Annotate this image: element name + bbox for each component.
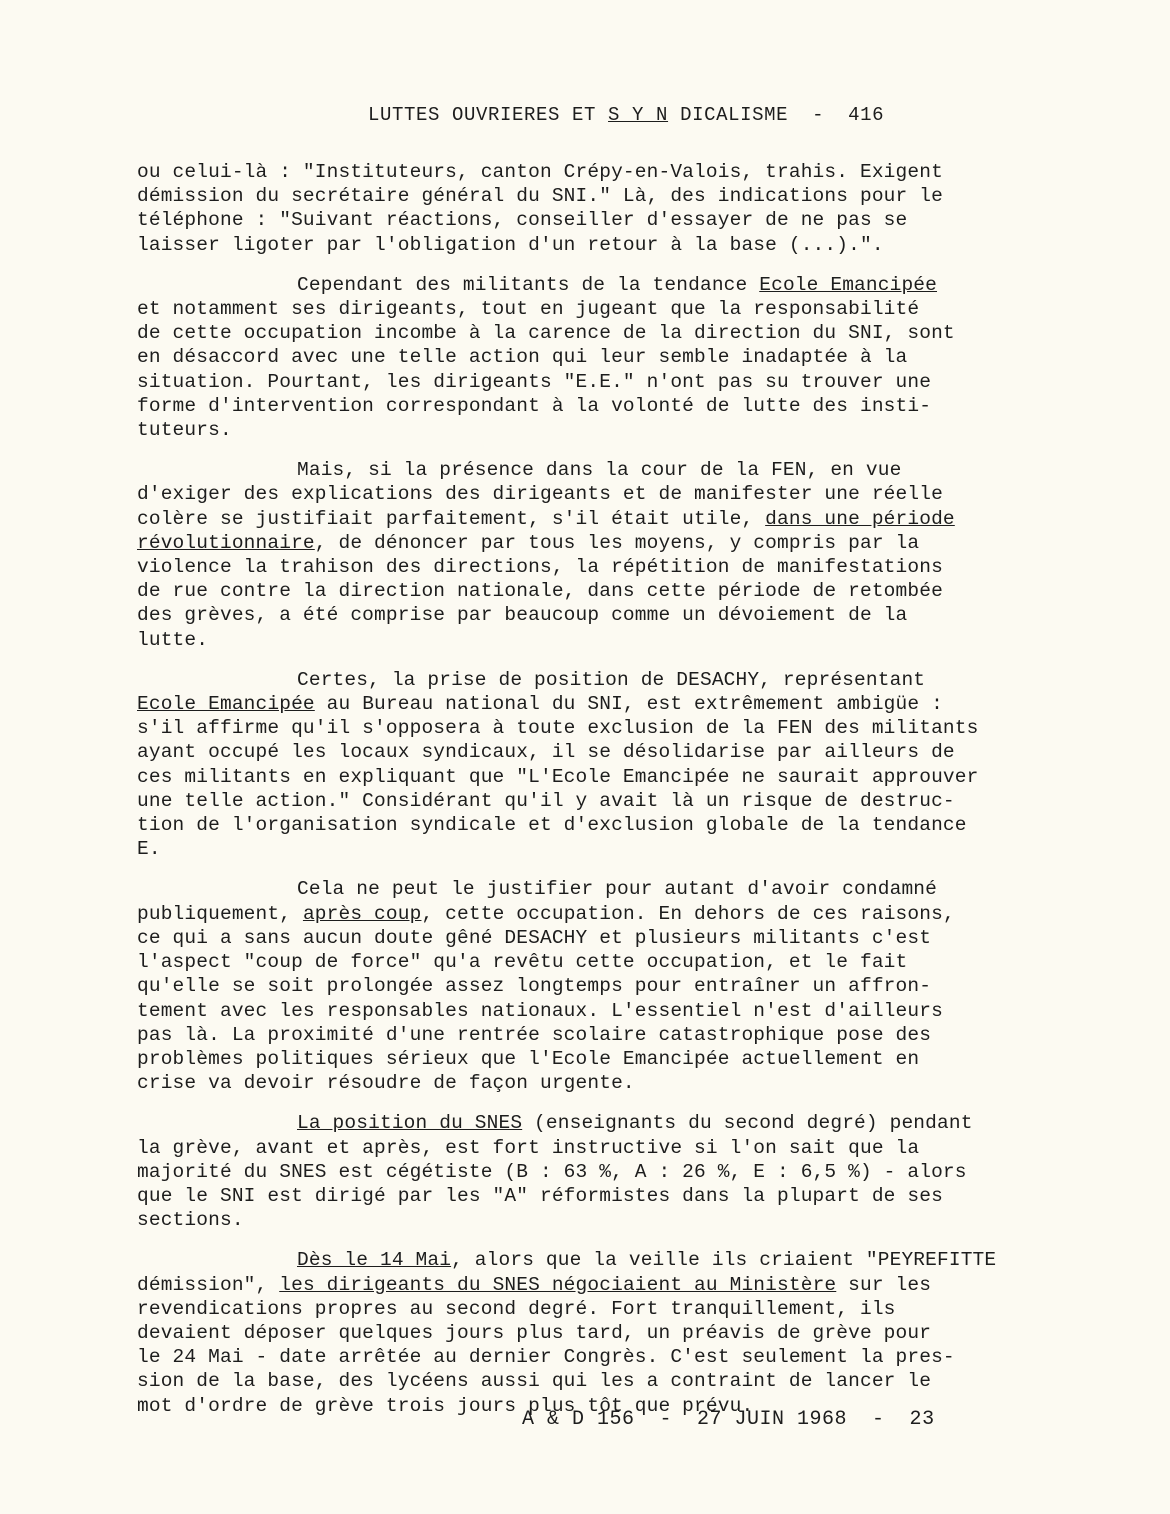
text-line	[137, 837, 1037, 861]
text-segment: revendications propres au second degré. Fort tranquillement, ils	[137, 1297, 896, 1320]
text-segment: s'il affirme qu'il s'opposera à toute exclusion de la FEN des militants	[137, 717, 979, 740]
text-line	[137, 1047, 1037, 1071]
underlined-text: Ecole Emancipée	[759, 273, 938, 296]
text-line	[137, 297, 1037, 321]
text-segment: tion de l'organisation syndicale et d'exclusion globale de la tendance	[137, 814, 967, 837]
underlined-text: Ecole Emancipée	[137, 693, 315, 716]
paragraph	[137, 877, 1037, 1095]
text-segment: ou celui-là : "Instituteurs, canton Crépy-en-Valois, trahis. Exigent	[137, 161, 943, 183]
text-segment: lutte.	[137, 628, 209, 651]
text-line	[137, 668, 1037, 692]
underlined-text: après coup	[302, 902, 422, 925]
text-segment: au Bureau national du SNI, est extrêmement ambigüe :	[314, 693, 943, 716]
text-segment: violence la trahison des directions, la répétition de manifestations	[137, 556, 943, 579]
text-line	[137, 579, 1037, 603]
underlined-text: les dirigeants du SNES négociaient au Ministère	[279, 1273, 837, 1296]
text-segment: ces militants en expliquant que "L'Ecole Emancipée ne saurait approuver	[137, 765, 979, 788]
text-segment: et notamment ses dirigeants, tout en jugeant que la responsabilité	[137, 298, 920, 321]
text-line	[137, 1071, 1037, 1095]
text-line	[137, 160, 1037, 184]
text-line	[137, 370, 1037, 394]
page-footer: A & D 156 - 27 JUIN 1968 - 23	[522, 1408, 935, 1431]
paragraph	[137, 273, 1037, 442]
text-line	[137, 208, 1037, 232]
text-line	[137, 692, 1037, 716]
text-line	[137, 950, 1037, 974]
text-segment: Cependant des militants de la tendance	[297, 273, 760, 296]
text-segment: de rue contre la direction nationale, dans cette période de retombée	[137, 580, 943, 603]
text-line	[137, 555, 1037, 579]
text-segment: tement avec les responsables nationaux. L'essentiel n'est d'ailleurs	[137, 999, 943, 1022]
text-line	[137, 628, 1037, 652]
text-line	[137, 740, 1037, 764]
text-line	[137, 345, 1037, 369]
text-segment: ce qui a sans aucun doute gêné DESACHY et plusieurs militants c'est	[137, 926, 932, 949]
underlined-text: La position du SNES	[297, 1112, 523, 1135]
text-segment: forme d'intervention correspondant à la volonté de lutte des insti-	[137, 394, 932, 417]
paragraph	[137, 668, 1037, 862]
header-title-syn: S Y N	[608, 104, 669, 126]
text-segment: Certes, la prise de position de DESACHY, représentant	[297, 668, 926, 691]
text-segment: la grève, avant et après, est fort instructive si l'on sait que la	[137, 1136, 920, 1159]
text-line	[137, 1321, 1037, 1345]
text-line	[137, 1023, 1037, 1047]
text-segment: démission",	[137, 1273, 280, 1296]
text-segment: sur les	[836, 1273, 932, 1296]
header-title-part1: LUTTES OUVRIERES ET	[368, 104, 609, 126]
text-segment: situation. Pourtant, les dirigeants "E.E." n'ont pas su trouver une	[137, 370, 932, 393]
paragraph	[137, 160, 1037, 257]
text-line	[137, 1345, 1037, 1369]
text-segment: tuteurs.	[137, 419, 232, 442]
text-segment: sections.	[137, 1209, 244, 1232]
text-segment: , de dénoncer par tous les moyens, y compris par la	[314, 531, 920, 554]
text-line	[137, 458, 1037, 482]
text-segment: sion de la base, des lycéens aussi qui les a contraint de lancer le	[137, 1370, 932, 1393]
header-title-part2: DICALISME - 416	[668, 104, 885, 126]
text-line	[137, 233, 1037, 257]
text-segment: problèmes politiques sérieux que l'Ecole Emancipée actuellement en	[137, 1047, 920, 1070]
text-segment: ayant occupé les locaux syndicaux, il se désolidarise par ailleurs de	[137, 741, 955, 764]
text-line	[137, 1160, 1037, 1184]
text-line	[137, 321, 1037, 345]
text-line	[137, 273, 1037, 297]
text-segment: une telle action." Considérant qu'il y avait là un risque de destruc-	[137, 789, 955, 812]
text-line	[137, 531, 1037, 555]
text-line	[137, 1297, 1037, 1321]
text-segment: Cela ne peut le justifier pour autant d'avoir condamné	[297, 878, 938, 901]
text-line	[137, 184, 1037, 208]
text-line	[137, 1369, 1037, 1393]
text-segment: , alors que la veille ils criaient "PEYREFITTE	[451, 1249, 997, 1272]
text-segment: (enseignants du second degré) pendant	[522, 1112, 973, 1135]
text-segment: téléphone : "Suivant réactions, conseiller d'essayer de ne pas se	[137, 209, 908, 232]
text-segment: majorité du SNES est cégétiste (B : 63 %, A : 26 %, E : 6,5 %) - alors	[137, 1160, 967, 1183]
text-line	[137, 902, 1037, 926]
text-segment: de cette occupation incombe à la carence de la direction du SNI, sont	[137, 322, 955, 345]
text-line	[137, 999, 1037, 1023]
text-line	[137, 1111, 1037, 1135]
underlined-text: Dès le 14 Mai	[297, 1249, 452, 1272]
text-line	[137, 507, 1037, 531]
text-segment: laisser ligoter par l'obligation d'un retour à la base (...).".	[137, 233, 884, 256]
text-line	[137, 926, 1037, 950]
text-segment: crise va devoir résoudre de façon urgente.	[137, 1072, 635, 1095]
text-segment: d'exiger des explications des dirigeants et de manifester une réelle	[137, 483, 943, 506]
document-body	[137, 160, 1037, 1434]
text-segment: publiquement,	[137, 902, 303, 925]
underlined-text: révolutionnaire	[137, 531, 315, 554]
text-line	[137, 1273, 1037, 1297]
text-line	[137, 877, 1037, 901]
paragraph	[137, 1248, 1037, 1417]
text-segment: l'aspect "coup de force" qu'a revêtu cette occupation, et le fait	[137, 951, 908, 974]
text-line	[137, 482, 1037, 506]
text-segment: colère se justifiait parfaitement, s'il était utile,	[137, 507, 766, 530]
text-segment: que le SNI est dirigé par les "A" réformistes dans la plupart de ses	[137, 1184, 943, 1207]
paragraph	[137, 458, 1037, 652]
text-segment: le 24 Mai - date arrêtée au dernier Congrès. C'est seulement la pres-	[137, 1346, 955, 1369]
text-line	[137, 1248, 1037, 1272]
underlined-text: dans une période	[765, 507, 955, 530]
text-line	[137, 1136, 1037, 1160]
text-segment: mot d'ordre de grève trois jours plus tôt que prévu.	[137, 1394, 754, 1417]
text-line	[137, 789, 1037, 813]
text-segment: pas là. La proximité d'une rentrée scolaire catastrophique pose des	[137, 1023, 932, 1046]
text-line	[137, 418, 1037, 442]
text-segment: , cette occupation. En dehors de ces raisons,	[421, 902, 955, 925]
text-line	[137, 765, 1037, 789]
text-line	[137, 974, 1037, 998]
page-header	[368, 104, 884, 126]
text-segment: devaient déposer quelques jours plus tard, un préavis de grève pour	[137, 1321, 932, 1344]
paragraph	[137, 1111, 1037, 1232]
text-segment: Mais, si la présence dans la cour de la FEN, en vue	[297, 459, 902, 482]
text-segment: démission du secrétaire général du SNI." Là, des indications pour le	[137, 185, 943, 208]
text-line	[137, 394, 1037, 418]
text-segment: E.	[137, 838, 161, 861]
text-line	[137, 716, 1037, 740]
text-segment: des grèves, a été comprise par beaucoup comme un dévoiement de la	[137, 604, 908, 627]
text-segment: qu'elle se soit prolongée assez longtemps pour entraîner un affron-	[137, 975, 932, 998]
text-segment: en désaccord avec une telle action qui leur semble inadaptée à la	[137, 346, 908, 369]
text-line	[137, 603, 1037, 627]
text-line	[137, 813, 1037, 837]
text-line	[137, 1208, 1037, 1232]
text-line	[137, 1184, 1037, 1208]
